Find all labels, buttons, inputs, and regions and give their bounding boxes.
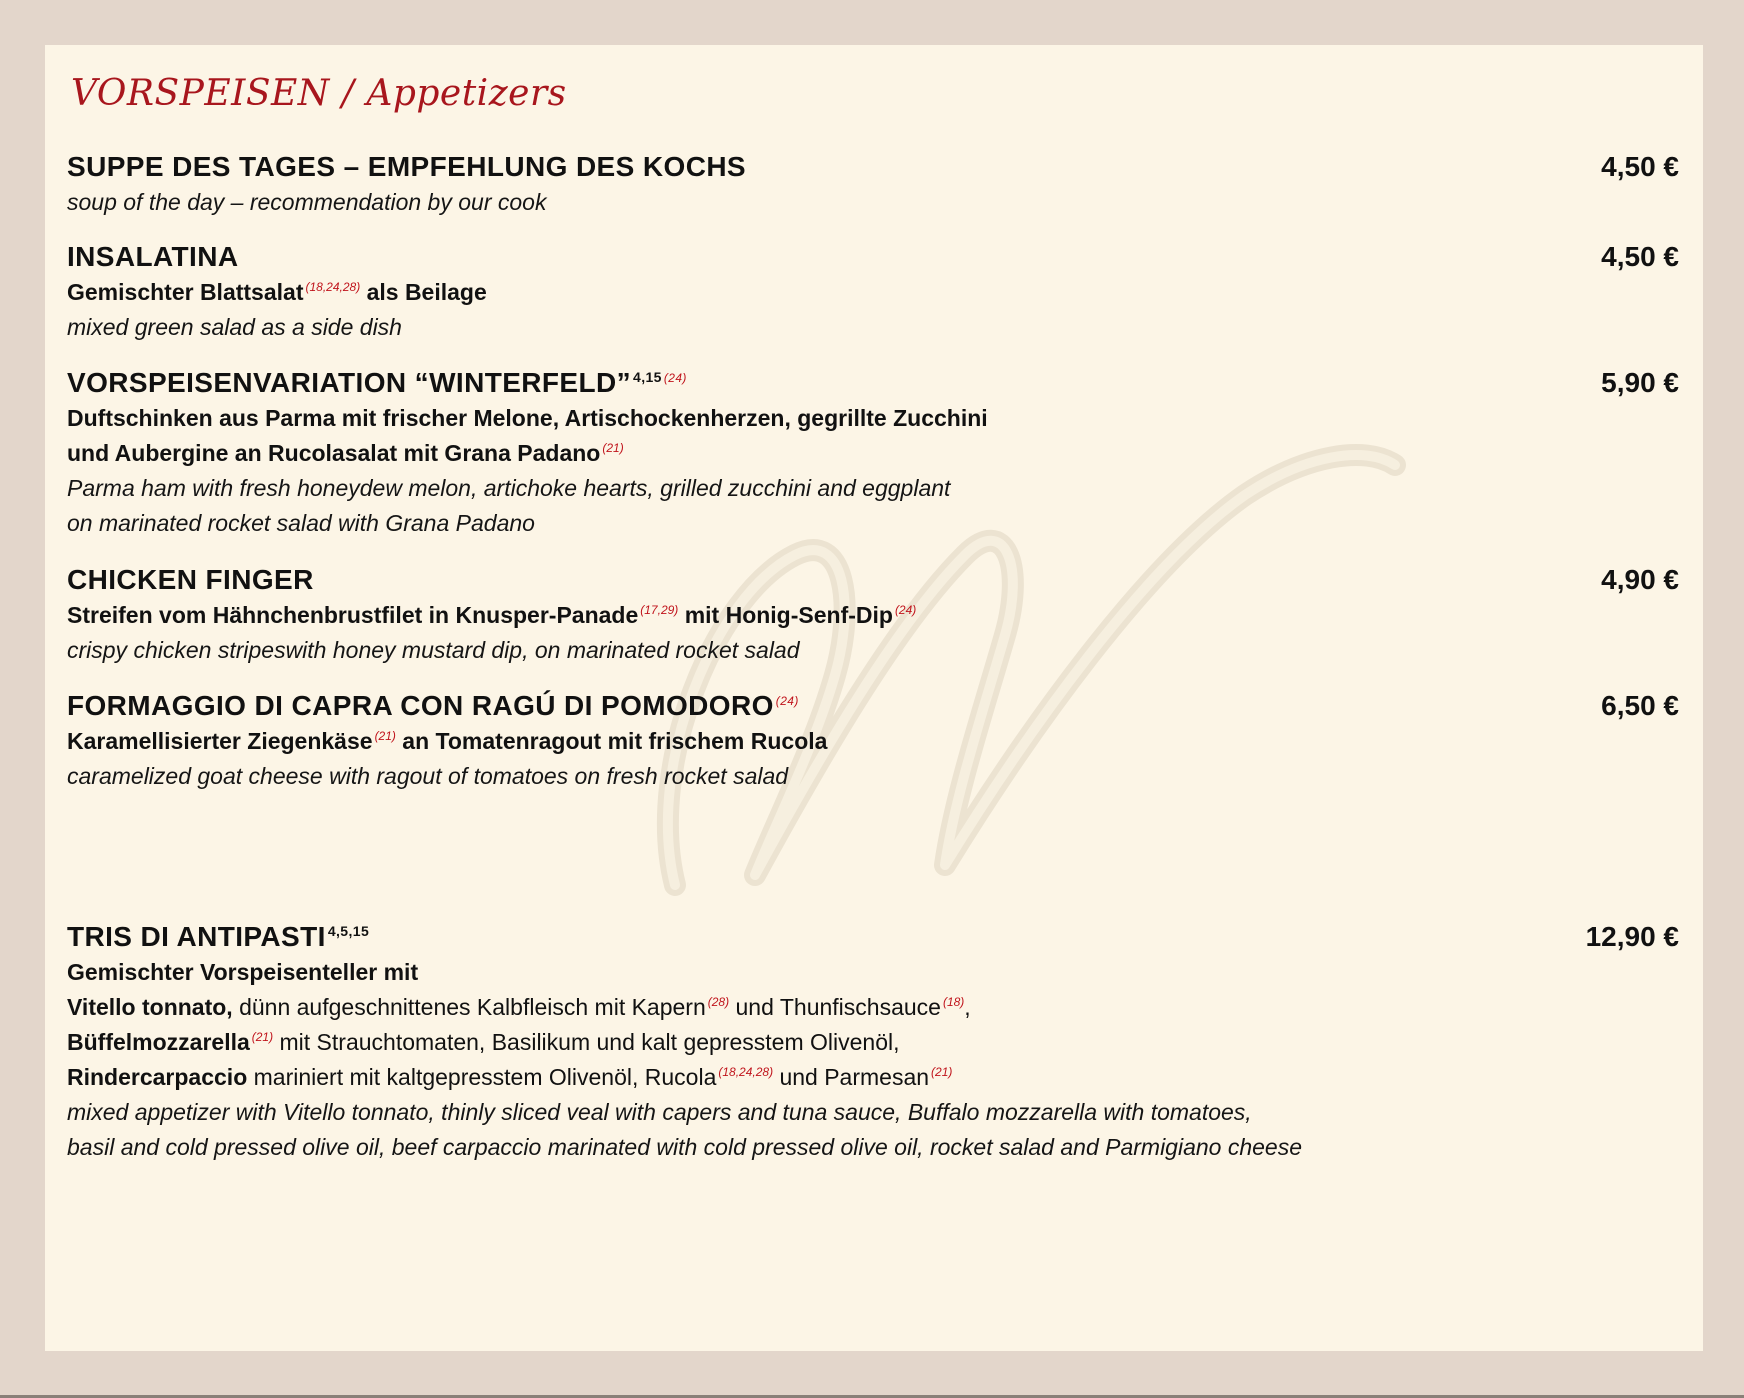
allergen-note: (18,24,28) (718, 1065, 774, 1080)
item-name: TRIS DI ANTIPASTI (67, 921, 326, 952)
menu-item-tris-di-antipasti (67, 919, 1679, 1165)
allergen-note: (24) (775, 693, 799, 708)
allergen-note: (18) (942, 995, 965, 1010)
item-description-en: basil and cold pressed olive oil, beef carpaccio marinated with cold pressed olive oil, rocket salad and Parmigiano cheese (67, 1134, 1303, 1160)
item-description-de (67, 1025, 1679, 1060)
menu-item-formaggio (67, 688, 1679, 794)
description-text: , (964, 994, 971, 1020)
item-price: 4,50 € (1601, 151, 1679, 182)
item-name-row (67, 919, 1679, 955)
allergen-note: (21) (374, 729, 396, 744)
item-price: 5,90 € (1601, 367, 1679, 398)
description-text: mit Honig-Senf-Dip (684, 602, 893, 628)
item-description-de (67, 275, 1679, 310)
allergen-note: (24) (663, 370, 687, 385)
description-text: mit Strauchtomaten, Basilikum und kalt gepresstem Olivenöl, (279, 1029, 900, 1055)
item-description-en: mixed green salad as a side dish (67, 314, 402, 340)
item-description-en: Parma ham with fresh honeydew melon, artichoke hearts, grilled zucchini and eggplant (67, 475, 951, 501)
description-text: und Aubergine an Rucolasalat mit Grana Padano (67, 440, 601, 466)
description-bold: Rindercarpaccio (67, 1064, 248, 1090)
menu-page (45, 45, 1703, 1351)
description-text: mariniert mit kaltgepresstem Olivenöl, Rucola (253, 1064, 717, 1090)
item-name: SUPPE DES TAGES – EMPFEHLUNG DES KOCHS (67, 151, 747, 182)
description-text: dünn aufgeschnittenes Kalbfleisch mit Kapern (239, 994, 706, 1020)
description-text: als Beilage (366, 279, 487, 305)
menu-item-chicken-finger (67, 562, 1679, 668)
description-text: an Tomatenragout mit frischem Rucola (402, 728, 828, 754)
allergen-note: (28) (707, 995, 730, 1010)
item-description-en: on marinated rocket salad with Grana Padano (67, 510, 535, 536)
section-title: VORSPEISEN / Appetizers (71, 73, 567, 114)
allergen-note: (17,29) (640, 603, 679, 618)
description-bold: Büffelmozzarella (67, 1029, 250, 1055)
item-description-de (67, 598, 1679, 633)
description-text: und Parmesan (779, 1064, 930, 1090)
item-price: 4,90 € (1601, 564, 1679, 595)
menu-item-suppe (67, 149, 1679, 220)
item-description-en: soup of the day – recommendation by our cook (67, 189, 547, 215)
item-name: CHICKEN FINGER (67, 564, 314, 595)
allergen-note: (24) (894, 603, 917, 618)
description-text: Gemischter Blattsalat (67, 279, 304, 305)
item-name: FORMAGGIO DI CAPRA CON RAGÚ DI POMODORO (67, 690, 774, 721)
allergen-note: (21) (602, 441, 624, 456)
item-price: 6,50 € (1601, 690, 1679, 721)
allergen-note: (18,24,28) (305, 280, 361, 295)
item-description-de (67, 436, 1679, 471)
description-text: Karamellisierter Ziegenkäse (67, 728, 373, 754)
item-description-de (67, 724, 1679, 759)
item-price: 12,90 € (1585, 921, 1679, 952)
allergen-note: (21) (931, 1065, 953, 1080)
additive-note: 4,5,15 (327, 922, 370, 939)
menu-item-vorspeisenvariation (67, 365, 1679, 541)
item-description-de (67, 990, 1679, 1025)
description-text: und Thunfischsauce (735, 994, 941, 1020)
item-description-de: Gemischter Vorspeisenteller mit (67, 959, 419, 985)
item-description-de (67, 1060, 1679, 1095)
menu-item-insalatina (67, 239, 1679, 345)
allergen-note: (21) (251, 1030, 274, 1045)
item-price: 4,50 € (1601, 241, 1679, 272)
item-description-en: crispy chicken stripeswith honey mustard dip, on marinated rocket salad (67, 637, 800, 663)
additive-note: 4,15 (633, 368, 662, 385)
item-name-row (67, 365, 1679, 401)
item-description-en: mixed appetizer with Vitello tonnato, thinly sliced veal with capers and tuna sauce, Buffalo mozzarella with tomatoes, (67, 1099, 1252, 1125)
item-description-en: caramelized goat cheese with ragout of tomatoes on fresh rocket salad (67, 763, 789, 789)
item-name: VORSPEISENVARIATION “WINTERFELD” (67, 367, 632, 398)
item-name-row (67, 688, 1679, 724)
description-text: Streifen vom Hähnchenbrustfilet in Knusper-Panade (67, 602, 639, 628)
item-description-de: Duftschinken aus Parma mit frischer Melone, Artischockenherzen, gegrillte Zucchini (67, 405, 988, 431)
item-name: INSALATINA (67, 241, 239, 272)
description-bold: Vitello tonnato, (67, 994, 233, 1020)
